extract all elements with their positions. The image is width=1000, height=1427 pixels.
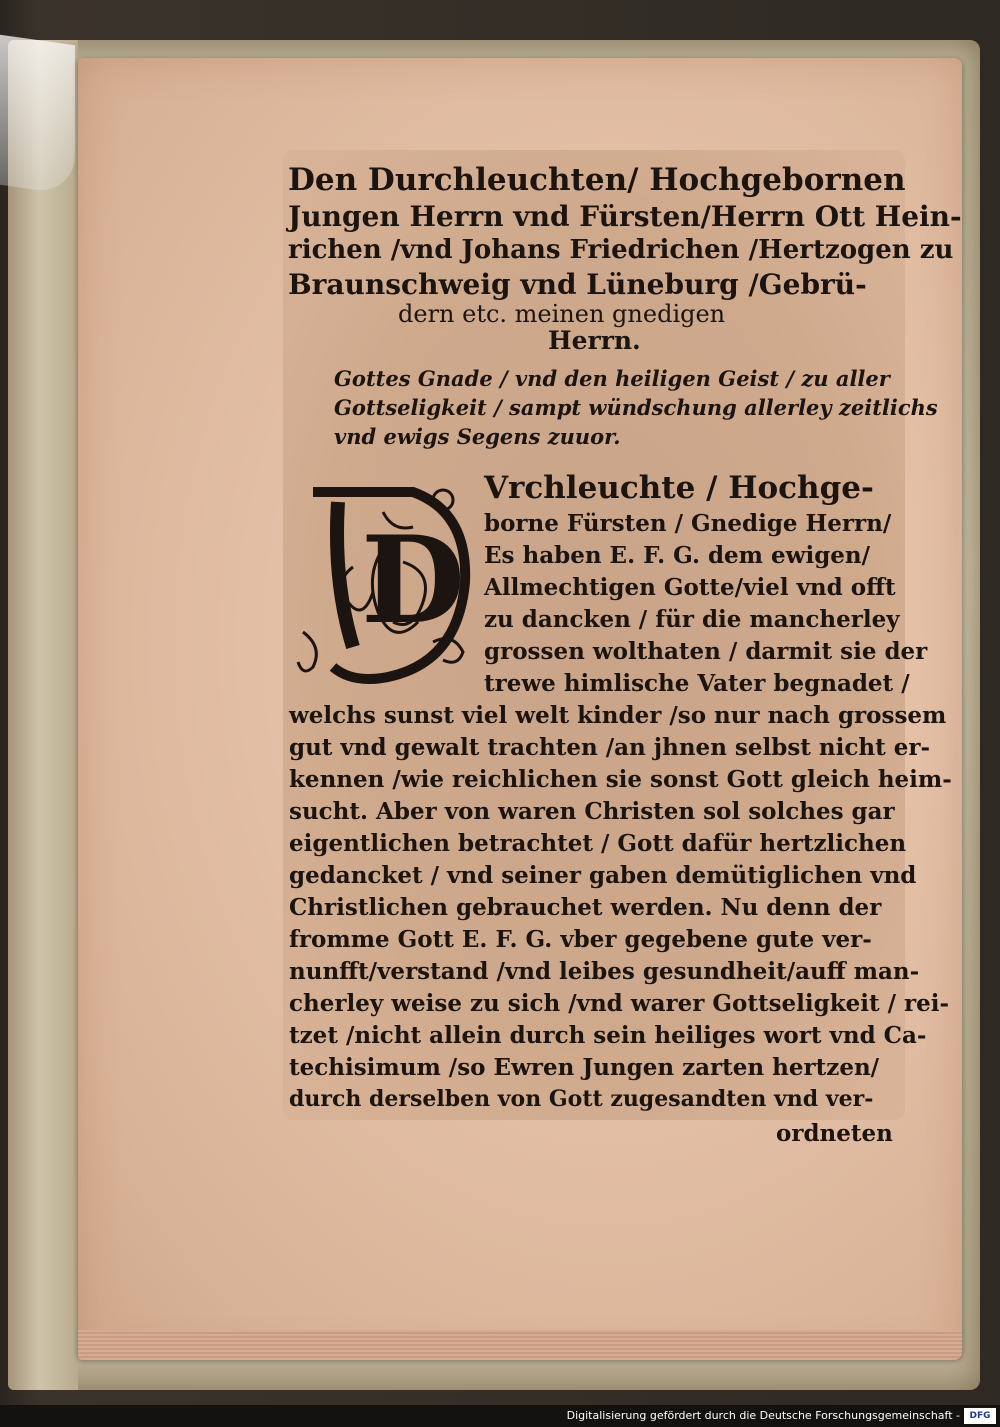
- title-line: dern etc. meinen gnedigen: [398, 300, 726, 328]
- body-line: sucht. Aber von waren Christen sol solches gar: [289, 798, 895, 825]
- decorated-initial-d: [293, 472, 475, 686]
- body-line: kennen /wie reichlichen sie sonst Gott gleich heim-: [289, 766, 952, 793]
- body-line: durch derselben von Gott zugesandten vnd ver-: [289, 1086, 874, 1112]
- page-edges: [78, 1330, 962, 1360]
- body-line: Allmechtigen Gotte/viel vnd offt: [484, 574, 896, 601]
- greeting-line: Gottseligkeit / sampt wündschung allerley zeitlichs: [334, 395, 938, 420]
- body-line: Christlichen gebrauchet werden. Nu denn der: [289, 894, 882, 921]
- title-line: Den Durchleuchten/ Hochgebornen: [288, 162, 906, 198]
- body-line: grossen wolthaten / darmit sie der: [484, 638, 928, 665]
- initial-letter: D: [361, 510, 466, 651]
- title-line: richen /vnd Johans Friedrichen /Hertzogen zu: [288, 235, 954, 265]
- title-line: Herrn.: [548, 326, 641, 355]
- body-line: trewe himlische Vater begnadet /: [484, 670, 910, 697]
- catchword: ordneten: [776, 1120, 893, 1147]
- body-line: gedancket / vnd seiner gaben demütiglichen vnd: [289, 862, 917, 889]
- body-line: welchs sunst viel welt kinder /so nur nach grossem: [289, 702, 947, 729]
- greeting-line: Gottes Gnade / vnd den heiligen Geist / zu aller: [334, 366, 890, 391]
- footer-credit: Digitalisierung gefördert durch die Deutsche Forschungsgemeinschaft -: [566, 1409, 960, 1422]
- body-line: eigentlichen betrachtet / Gott dafür hertzlichen: [289, 830, 907, 857]
- body-line: Vrchleuchte / Hochge-: [484, 470, 874, 506]
- title-line: Jungen Herrn vnd Fürsten/Herrn Ott Hein-: [288, 200, 962, 233]
- body-line: tzet /nicht allein durch sein heiliges wort vnd Ca-: [289, 1022, 927, 1049]
- body-line: techisimum /so Ewren Jungen zarten hertzen/: [289, 1054, 880, 1081]
- binding-spine-fold: [8, 40, 78, 1390]
- light-glare: [0, 35, 75, 196]
- footer-bar: [0, 1405, 1000, 1427]
- body-line: zu dancken / für die mancherley: [484, 606, 900, 633]
- body-line: nunfft/verstand /vnd leibes gesundheit/auff man-: [289, 958, 920, 985]
- body-line: Es haben E. F. G. dem ewigen/: [484, 542, 871, 569]
- body-line: fromme Gott E. F. G. vber gegebene gute ver-: [289, 926, 872, 953]
- dfg-logo-icon: DFG: [964, 1408, 996, 1424]
- title-line: Braunschweig vnd Lüneburg /Gebrü-: [288, 268, 867, 301]
- body-line: borne Fürsten / Gnedige Herrn/: [484, 510, 892, 537]
- greeting-line: vnd ewigs Segens zuuor.: [334, 424, 621, 449]
- body-line: gut vnd gewalt trachten /an jhnen selbst nicht er-: [289, 734, 931, 761]
- body-line: cherley weise zu sich /vnd warer Gottseligkeit / rei-: [289, 990, 950, 1017]
